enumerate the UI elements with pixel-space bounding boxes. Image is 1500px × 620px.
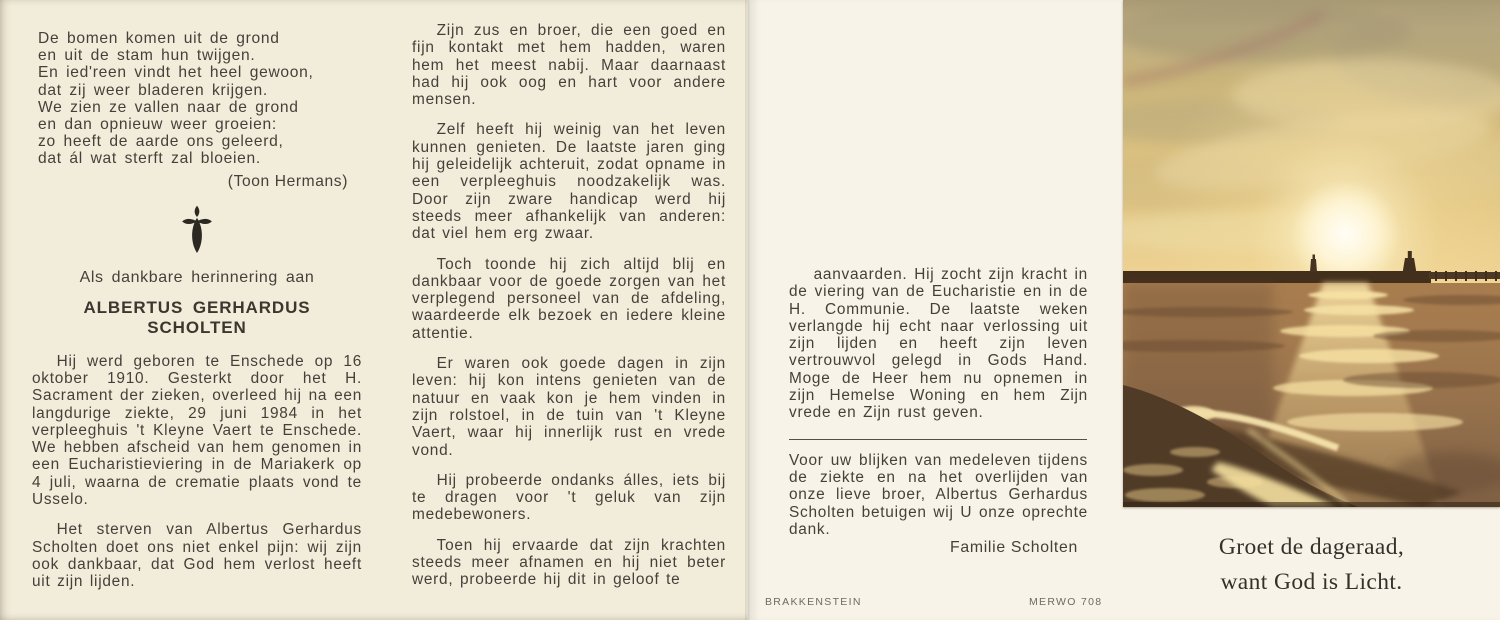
body-paragraph: Zelf heeft hij weinig van het leven kunnen genieten. De laatste jaren ging hij geleidelijk achteruit, zodat opname in een verpleeghuis noodzakelijk was. Door zijn zware handicap werd hij steeds meer afhankelijk van anderen: dat viel hem erg zwaar. (412, 121, 726, 243)
column-poem-and-memorial (32, 30, 362, 590)
poem-attribution: (Toon Hermans) (227, 172, 348, 190)
deceased-name: ALBERTUS GERHARDUS SCHOLTEN (83, 297, 311, 337)
poem-line: dat ál wat sterft zal bloeien. (38, 150, 261, 168)
body-paragraph: Toch toonde hij zich altijd blij en dankbaar voor de goede zorgen van het verplegend personeel van de afdeling, waardeerde elk bezoek en iedere kleine attentie. (412, 255, 726, 342)
sunset-sea-photo (1123, 0, 1500, 507)
body-paragraph: Er waren ook goede dagen in zijn leven: hij kon intens genieten van de natuur en vaak kon je hem vinden in zijn rolstoel, in de tuin van 't Kleyne Vaert, waar hij innerlijk rust en vrede vond. (412, 355, 726, 459)
caption-line-1: Groet de dageraad, (1218, 534, 1405, 560)
poem-line: dat zij weer bladeren krijgen. (38, 81, 268, 99)
body-paragraph: Toen hij ervaarde dat zijn krachten steeds meer afnamen en hij niet beter werd, probeerde hij dit in geloof te (412, 536, 726, 589)
poem (32, 30, 362, 168)
column-middle (412, 22, 726, 618)
column-right (789, 266, 1088, 557)
body-paragraph: Hij probeerde ondanks álles, iets bij te dragen voor 't geluk van zijn medebewoners. (412, 471, 726, 524)
card-number: MERWO 708 (1029, 596, 1103, 608)
photo-caption (1123, 530, 1500, 600)
family-signature: Familie Scholten (950, 539, 1078, 557)
acknowledgement-paragraph: Voor uw blijken van medeleven tijdens de ziekte en na het overlijden van onze lieve broer, Albertus Gerhardus Scholten betuigen wij U onze oprechte dank. (789, 451, 1088, 538)
poem-line: en uit de stam hun twijgen. (38, 47, 256, 65)
poem-line: We zien ze vallen naar de grond (38, 98, 299, 116)
bio-paragraph: Het sterven van Albertus Gerhardus Scholten doet ons niet enkel pijn: wij zijn ook dankbaar, dat God hem verlost heeft uit zijn lijden. (32, 521, 362, 591)
budded-cross-icon (32, 204, 362, 256)
poem-line: De bomen komen uit de grond (38, 30, 280, 47)
poem-line: zo heeft de aarde ons geleerd, (38, 133, 284, 151)
body-paragraph: aanvaarden. Hij zocht zijn kracht in de viering van de Eucharistie en in de H. Communie. De laatste weken verlangde hij echt naar verlossing uit zijn lijden en heeft zijn leven vertrouwvol gelegd in Gods Hand. Moge de Heer hem nu opnemen in zijn Hemelse Woning en hem Zijn vrede en Zijn rust geven. (789, 266, 1088, 422)
poem-line: en dan opnieuw weer groeien: (38, 116, 277, 134)
body-paragraph: Zijn zus en broer, die een goed en fijn kontakt met hem hadden, waren hem het meest nabij. Maar daarnaast had hij ook oog en hart voor andere mensen. (412, 22, 726, 109)
caption-line-2: want God is Licht. (1220, 569, 1403, 595)
poem-line: En ied'reen vindt het heel gewoon, (38, 64, 314, 82)
memorial-intro: Als dankbare herinnering aan (79, 268, 315, 286)
printer-name: BRAKKENSTEIN (765, 596, 862, 608)
bio-paragraph: Hij werd geboren te Enschede op 16 oktober 1910. Gesterkt door het H. Sacrament der zieken, overleed hij na een langdurige ziekte, 29 juni 1984 in het verpleeghuis 't Kleyne Vaert te Enschede. We hebben afscheid van hem genomen in een Eucharistieviering in de Mariakerk op 4 juli, waarna de crematie plaats vond te Usselo. (32, 352, 362, 508)
